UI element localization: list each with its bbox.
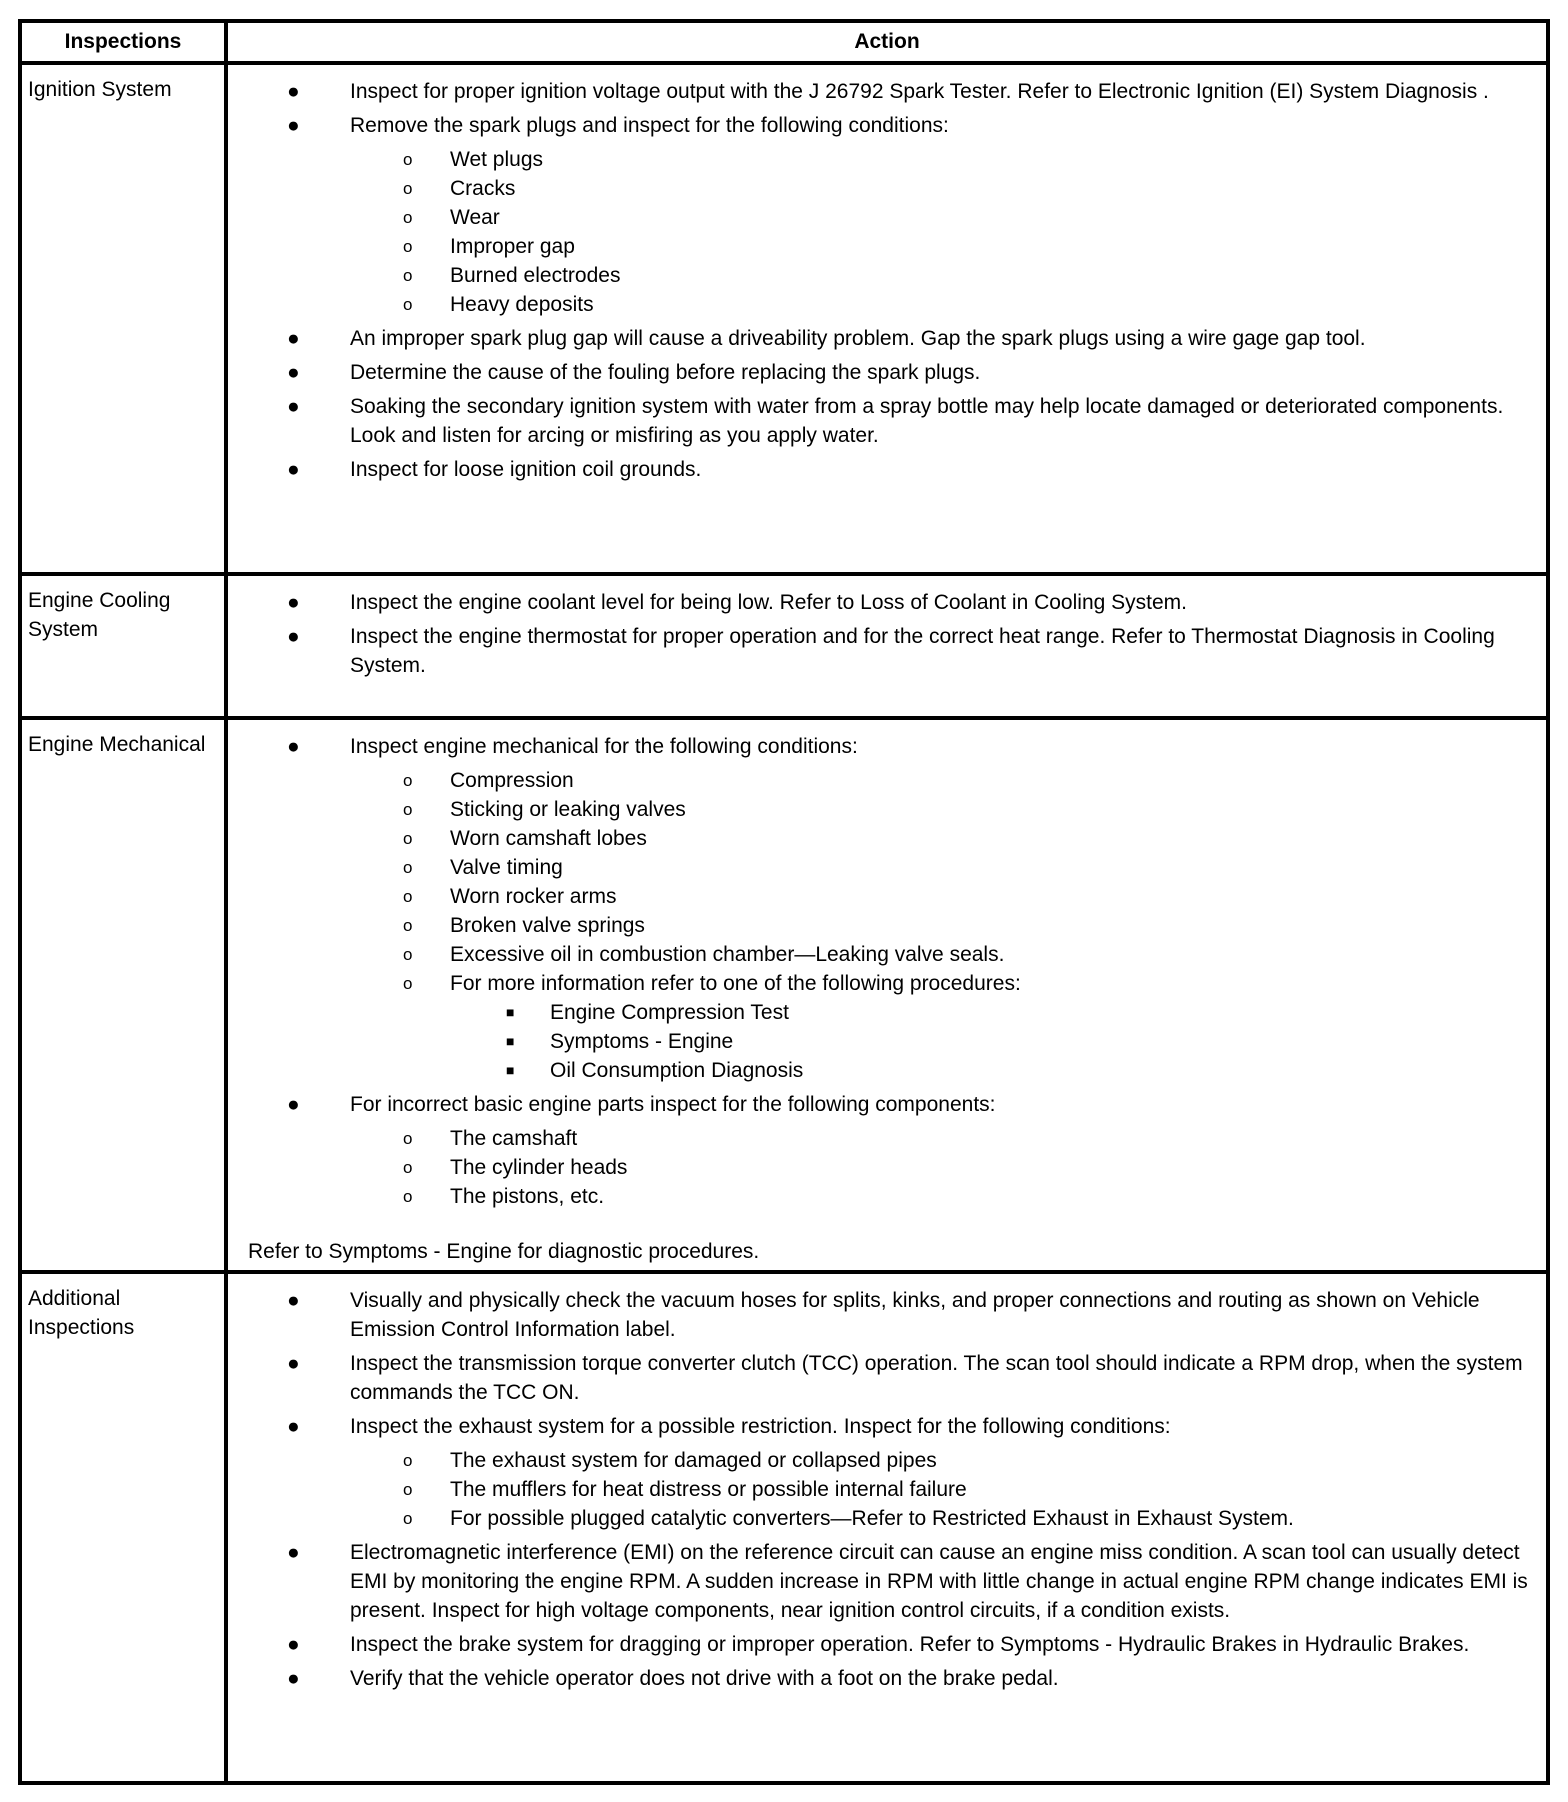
list-item — [228, 1153, 1536, 1182]
circle-bullet-icon: o — [403, 1480, 413, 1499]
bullet-icon: ● — [287, 80, 300, 103]
circle-bullet-icon: o — [403, 1509, 413, 1528]
circle-bullet-icon: o — [403, 858, 413, 877]
bullet-icon: ● — [287, 361, 300, 384]
bullet-icon: ● — [287, 458, 300, 481]
list-item-text: Improper gap — [450, 235, 575, 258]
square-bullet-icon: ■ — [506, 1033, 515, 1049]
bullet-icon: ● — [287, 591, 300, 614]
circle-bullet-icon: o — [403, 1158, 413, 1177]
circle-bullet-icon: o — [403, 1451, 413, 1470]
list-item-text: Inspect the engine thermostat for proper operation and for the correct heat range. Refer to Thermostat Diagnosis in Cooling System. — [350, 625, 1495, 677]
list-item-text: Inspect engine mechanical for the following conditions: — [350, 735, 858, 758]
list-item — [228, 392, 1536, 450]
list-item — [228, 455, 1536, 484]
list-item — [228, 203, 1536, 232]
square-bullet-icon: ■ — [506, 1004, 515, 1020]
circle-bullet-icon: o — [403, 295, 413, 314]
list-item-text: Verify that the vehicle operator does not drive with a foot on the brake pedal. — [350, 1667, 1059, 1690]
bullet-icon: ● — [287, 395, 300, 418]
list-item-text: Wet plugs — [450, 148, 543, 171]
list-item-text: The pistons, etc. — [450, 1185, 605, 1208]
circle-bullet-icon: o — [403, 829, 413, 848]
list-item — [228, 77, 1536, 106]
list-item — [228, 290, 1536, 319]
list-item — [228, 911, 1536, 940]
list-item — [228, 766, 1536, 795]
list-item-text: Heavy deposits — [450, 293, 594, 316]
list-item-text: For incorrect basic engine parts inspect for the following components: — [350, 1093, 996, 1116]
action-cell — [226, 718, 1548, 1272]
inspection-label: Ignition System — [20, 63, 226, 574]
header-action: Action — [226, 21, 1548, 63]
inspection-label: Engine Cooling System — [20, 574, 226, 718]
list-item — [228, 145, 1536, 174]
circle-bullet-icon: o — [403, 800, 413, 819]
list-item-text: Oil Consumption Diagnosis — [550, 1059, 804, 1082]
list-item — [228, 969, 1536, 998]
list-item-text: Broken valve springs — [450, 914, 645, 937]
bullet-icon: ● — [287, 735, 300, 758]
list-item — [228, 882, 1536, 911]
list-item — [228, 1664, 1536, 1693]
list-item-text: Sticking or leaking valves — [450, 798, 686, 821]
list-item — [228, 1090, 1536, 1119]
circle-bullet-icon: o — [403, 179, 413, 198]
list-item-text: Determine the cause of the fouling before replacing the spark plugs. — [350, 361, 981, 384]
list-item-text: Burned electrodes — [450, 264, 621, 287]
action-cell — [226, 1272, 1548, 1783]
list-item-text: Inspect the engine coolant level for being low. Refer to Loss of Coolant in Cooling System. — [350, 591, 1187, 614]
list-item — [228, 232, 1536, 261]
list-item — [228, 1504, 1536, 1533]
list-item — [228, 1056, 1536, 1085]
list-item-text: Electromagnetic interference (EMI) on the reference circuit can cause an engine miss condition. A scan tool can usually detect EMI by monitoring the engine RPM. A sudden increase in RPM with little change in actual engine RPM change indicates EMI is present. Inspect for high voltage components, near ignition control circuits, if a condition exists. — [350, 1541, 1528, 1622]
list-item-text: Wear — [450, 206, 500, 229]
circle-bullet-icon: o — [403, 887, 413, 906]
list-item — [228, 940, 1536, 969]
list-item-text: Soaking the secondary ignition system with water from a spray bottle may help locate damaged or deteriorated components. Look and listen for arcing or misfiring as you apply water. — [350, 395, 1504, 447]
bullet-icon: ● — [287, 114, 300, 137]
circle-bullet-icon: o — [403, 150, 413, 169]
list-item-text: Symptoms - Engine — [550, 1030, 734, 1053]
list-item — [228, 174, 1536, 203]
list-item — [228, 1475, 1536, 1504]
list-item-text: The camshaft — [450, 1127, 578, 1150]
list-item — [228, 1446, 1536, 1475]
circle-bullet-icon: o — [403, 266, 413, 285]
circle-bullet-icon: o — [403, 945, 413, 964]
list-item-text: Remove the spark plugs and inspect for the following conditions: — [350, 114, 949, 137]
list-item-text: For more information refer to one of the following procedures: — [450, 972, 1021, 995]
list-item — [228, 1538, 1536, 1625]
list-item — [228, 1412, 1536, 1441]
list-item-text: An improper spark plug gap will cause a driveability problem. Gap the spark plugs using a wire gage gap tool. — [350, 327, 1366, 350]
list-item — [228, 1124, 1536, 1153]
list-item-text: Worn rocker arms — [450, 885, 617, 908]
list-item — [228, 358, 1536, 387]
action-cell — [226, 63, 1548, 574]
list-item — [228, 1027, 1536, 1056]
list-item-text: Excessive oil in combustion chamber—Leaking valve seals. — [450, 943, 1005, 966]
list-item — [228, 824, 1536, 853]
circle-bullet-icon: o — [403, 916, 413, 935]
list-item-text: Compression — [450, 769, 574, 792]
list-item — [228, 1182, 1536, 1211]
list-item — [228, 324, 1536, 353]
bullet-icon: ● — [287, 1415, 300, 1438]
list-item-text: The mufflers for heat distress or possible internal failure — [450, 1478, 967, 1501]
list-item — [228, 795, 1536, 824]
list-item — [228, 1349, 1536, 1407]
bullet-icon: ● — [287, 327, 300, 350]
square-bullet-icon: ■ — [506, 1062, 515, 1078]
bullet-icon: ● — [287, 1352, 300, 1375]
circle-bullet-icon: o — [403, 1129, 413, 1148]
list-item-text: Engine Compression Test — [550, 1001, 789, 1024]
table-row — [20, 574, 1548, 718]
list-item-text: Inspect the brake system for dragging or improper operation. Refer to Symptoms - Hydraulic Brakes in Hydraulic Brakes. — [350, 1633, 1470, 1656]
list-item — [228, 111, 1536, 140]
circle-bullet-icon: o — [403, 1187, 413, 1206]
bullet-icon: ● — [287, 1541, 300, 1564]
list-item-text: Inspect for proper ignition voltage output with the J 26792 Spark Tester. Refer to Electronic Ignition (EI) System Diagnosis . — [350, 80, 1489, 103]
list-item-text: Inspect for loose ignition coil grounds. — [350, 458, 702, 481]
list-item — [228, 622, 1536, 680]
list-item — [228, 998, 1536, 1027]
list-item-text: For possible plugged catalytic converters—Refer to Restricted Exhaust in Exhaust System. — [450, 1507, 1294, 1530]
list-item — [228, 732, 1536, 761]
table-row — [20, 63, 1548, 574]
list-item-text: Visually and physically check the vacuum hoses for splits, kinks, and proper connections and routing as shown on Vehicle Emission Control Information label. — [350, 1289, 1480, 1341]
note-text: Refer to Symptoms - Engine for diagnostic procedures. — [248, 1240, 760, 1263]
circle-bullet-icon: o — [403, 771, 413, 790]
table-row — [20, 718, 1548, 1272]
list-item-text: Valve timing — [450, 856, 563, 879]
list-item-text: The exhaust system for damaged or collapsed pipes — [450, 1449, 937, 1472]
inspection-label: Additional Inspections — [20, 1272, 226, 1783]
list-item — [228, 261, 1536, 290]
list-item-text: Inspect the transmission torque converter clutch (TCC) operation. The scan tool should indicate a RPM drop, when the system commands the TCC ON. — [350, 1352, 1523, 1404]
bullet-icon: ● — [287, 1633, 300, 1656]
list-item — [228, 853, 1536, 882]
inspections-table — [18, 19, 1550, 1785]
bullet-icon: ● — [287, 1667, 300, 1690]
bullet-icon: ● — [287, 625, 300, 648]
list-item — [228, 588, 1536, 617]
list-item-text: Cracks — [450, 177, 516, 200]
list-item — [228, 1286, 1536, 1344]
list-item-text: Inspect the exhaust system for a possible restriction. Inspect for the following conditions: — [350, 1415, 1171, 1438]
header-inspections: Inspections — [20, 21, 226, 63]
inspection-label: Engine Mechanical — [20, 718, 226, 1272]
action-cell — [226, 574, 1548, 718]
table-row — [20, 1272, 1548, 1783]
list-item-text: The cylinder heads — [450, 1156, 628, 1179]
circle-bullet-icon: o — [403, 974, 413, 993]
bullet-icon: ● — [287, 1289, 300, 1312]
list-item-text: Worn camshaft lobes — [450, 827, 647, 850]
list-item — [228, 1630, 1536, 1659]
circle-bullet-icon: o — [403, 208, 413, 227]
bullet-icon: ● — [287, 1093, 300, 1116]
circle-bullet-icon: o — [403, 237, 413, 256]
